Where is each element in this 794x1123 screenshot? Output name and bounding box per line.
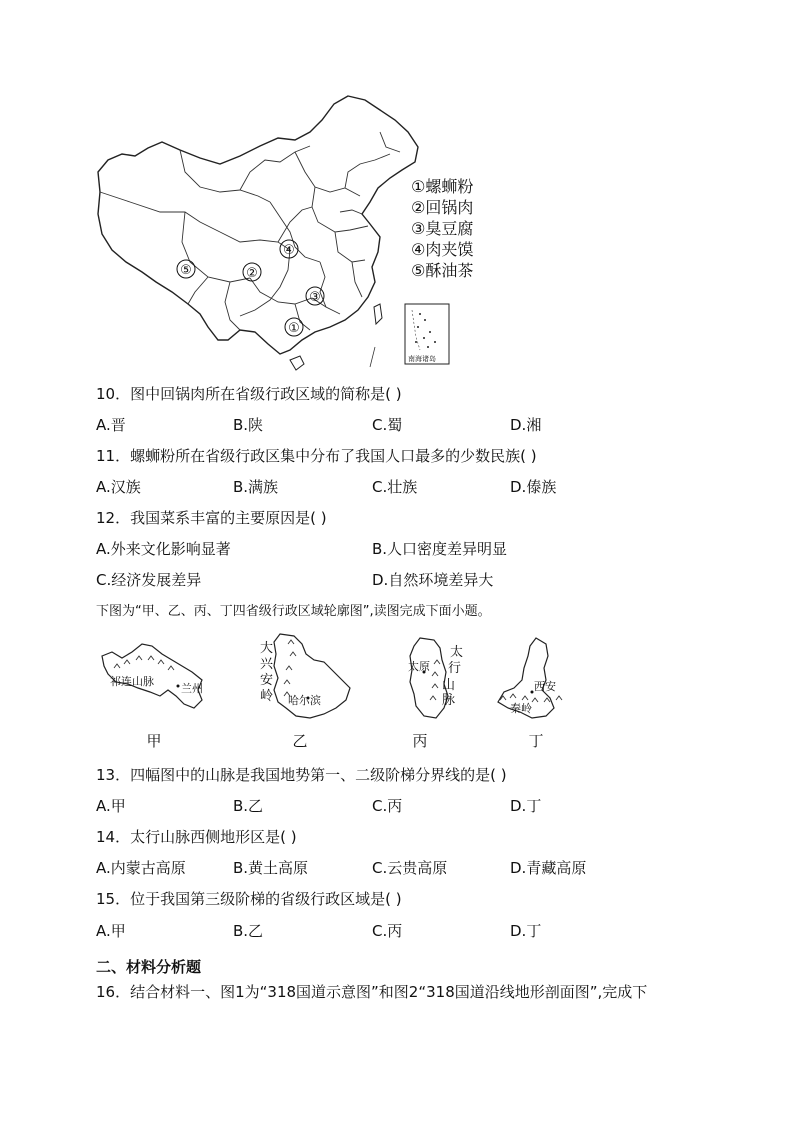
question-11-option-a: A.汉族: [96, 478, 141, 496]
svg-text:哈尔滨: 哈尔滨: [288, 694, 321, 707]
province-caption-jia: 甲: [146, 732, 162, 750]
question-14-option-c: C.云贵高原: [372, 859, 448, 877]
circle-label-1: [285, 318, 303, 336]
question-11-option-b: B.满族: [233, 478, 279, 496]
legend-item-2: ②回锅肉: [411, 198, 474, 217]
svg-text:行: 行: [448, 661, 462, 676]
svg-text:太: 太: [450, 645, 464, 660]
legend-item-1: ①螺蛳粉: [411, 177, 474, 196]
question-13-option-d: D.丁: [510, 797, 542, 815]
province-caption-bing: 丙: [412, 732, 428, 750]
svg-text:兴: 兴: [260, 657, 274, 672]
question-13-option-b: B.乙: [233, 797, 264, 815]
svg-text:岭: 岭: [260, 689, 274, 704]
svg-text:脉: 脉: [442, 693, 456, 708]
svg-text:秦岭: 秦岭: [510, 702, 532, 715]
question-14-stem: 14．太行山脉西侧地形区是( ): [96, 828, 297, 846]
south-china-sea-inset: [405, 304, 449, 364]
svg-text:兰州: 兰州: [181, 682, 203, 695]
question-10-option-c: C.蜀: [372, 416, 403, 434]
question-12-option-a: A.外来文化影响显著: [96, 540, 231, 558]
question-15-option-a: A.甲: [96, 922, 126, 940]
province-figure-intro: 下图为“甲、乙、丙、丁四省级行政区域轮廓图”,读图完成下面小题。: [96, 604, 491, 619]
section-2-title: 二、材料分析题: [96, 958, 202, 976]
svg-text:大: 大: [260, 641, 274, 656]
province-outline-ding: [488, 634, 568, 724]
legend-item-5: ⑤酥油茶: [411, 261, 474, 280]
province-outline-bing: [396, 634, 466, 722]
province-borders: [100, 132, 400, 330]
svg-text:安: 安: [260, 673, 274, 688]
svg-text:西安: 西安: [534, 680, 556, 693]
province-outline-yi: [250, 630, 355, 722]
province-outline-jia: [98, 630, 208, 715]
question-15-option-d: D.丁: [510, 922, 542, 940]
china-map: [90, 92, 460, 377]
question-14-option-d: D.青藏高原: [510, 859, 587, 877]
question-12-option-b: B.人口密度差异明显: [372, 540, 508, 558]
svg-text:山: 山: [442, 678, 456, 693]
question-12-option-d: D.自然环境差异大: [372, 571, 494, 589]
svg-text:太原: 太原: [408, 660, 430, 673]
question-14-option-b: B.黄土高原: [233, 859, 309, 877]
question-11-stem: 11．螺蛳粉所在省级行政区集中分布了我国人口最多的少数民族( ): [96, 447, 537, 465]
svg-text:④: ④: [283, 243, 295, 258]
svg-text:②: ②: [246, 266, 258, 281]
question-16-stem: 16．结合材料一、图1为“318国道示意图”和图2“318国道沿线地形剖面图”,完成下: [96, 983, 648, 1001]
question-10-option-b: B.陕: [233, 416, 264, 434]
legend-item-3: ③臭豆腐: [411, 219, 474, 238]
question-11-option-c: C.壮族: [372, 478, 418, 496]
circle-label-2: [243, 263, 261, 281]
question-13-option-a: A.甲: [96, 797, 126, 815]
svg-text:⑤: ⑤: [180, 263, 192, 278]
province-caption-ding: 丁: [528, 732, 544, 750]
taiwan-island: [374, 304, 382, 324]
china-outline: [98, 96, 418, 354]
legend-item-4: ④肉夹馍: [411, 240, 474, 259]
question-11-option-d: D.傣族: [510, 478, 557, 496]
svg-text:祁连山脉: 祁连山脉: [110, 675, 154, 688]
question-12-option-c: C.经济发展差异: [96, 571, 202, 589]
question-13-option-c: C.丙: [372, 797, 403, 815]
question-15-option-c: C.丙: [372, 922, 403, 940]
hainan-island: [290, 356, 304, 370]
svg-text:南海诸岛: 南海诸岛: [408, 355, 436, 363]
circle-label-5: [177, 260, 195, 278]
province-caption-yi: 乙: [292, 732, 308, 750]
question-12-stem: 12．我国菜系丰富的主要原因是( ): [96, 509, 327, 527]
question-14-option-a: A.内蒙古高原: [96, 859, 186, 877]
question-10-option-a: A.晋: [96, 416, 126, 434]
svg-text:③: ③: [309, 290, 321, 305]
question-10-stem: 10．图中回锅肉所在省级行政区域的简称是( ): [96, 385, 402, 403]
question-10-option-d: D.湘: [510, 416, 542, 434]
circle-label-4: [280, 240, 298, 258]
svg-text:①: ①: [288, 321, 300, 336]
question-15-option-b: B.乙: [233, 922, 264, 940]
question-15-stem: 15．位于我国第三级阶梯的省级行政区域是( ): [96, 890, 402, 908]
map-legend: [411, 176, 473, 281]
question-13-stem: 13．四幅图中的山脉是我国地势第一、二级阶梯分界线的是( ): [96, 766, 507, 784]
